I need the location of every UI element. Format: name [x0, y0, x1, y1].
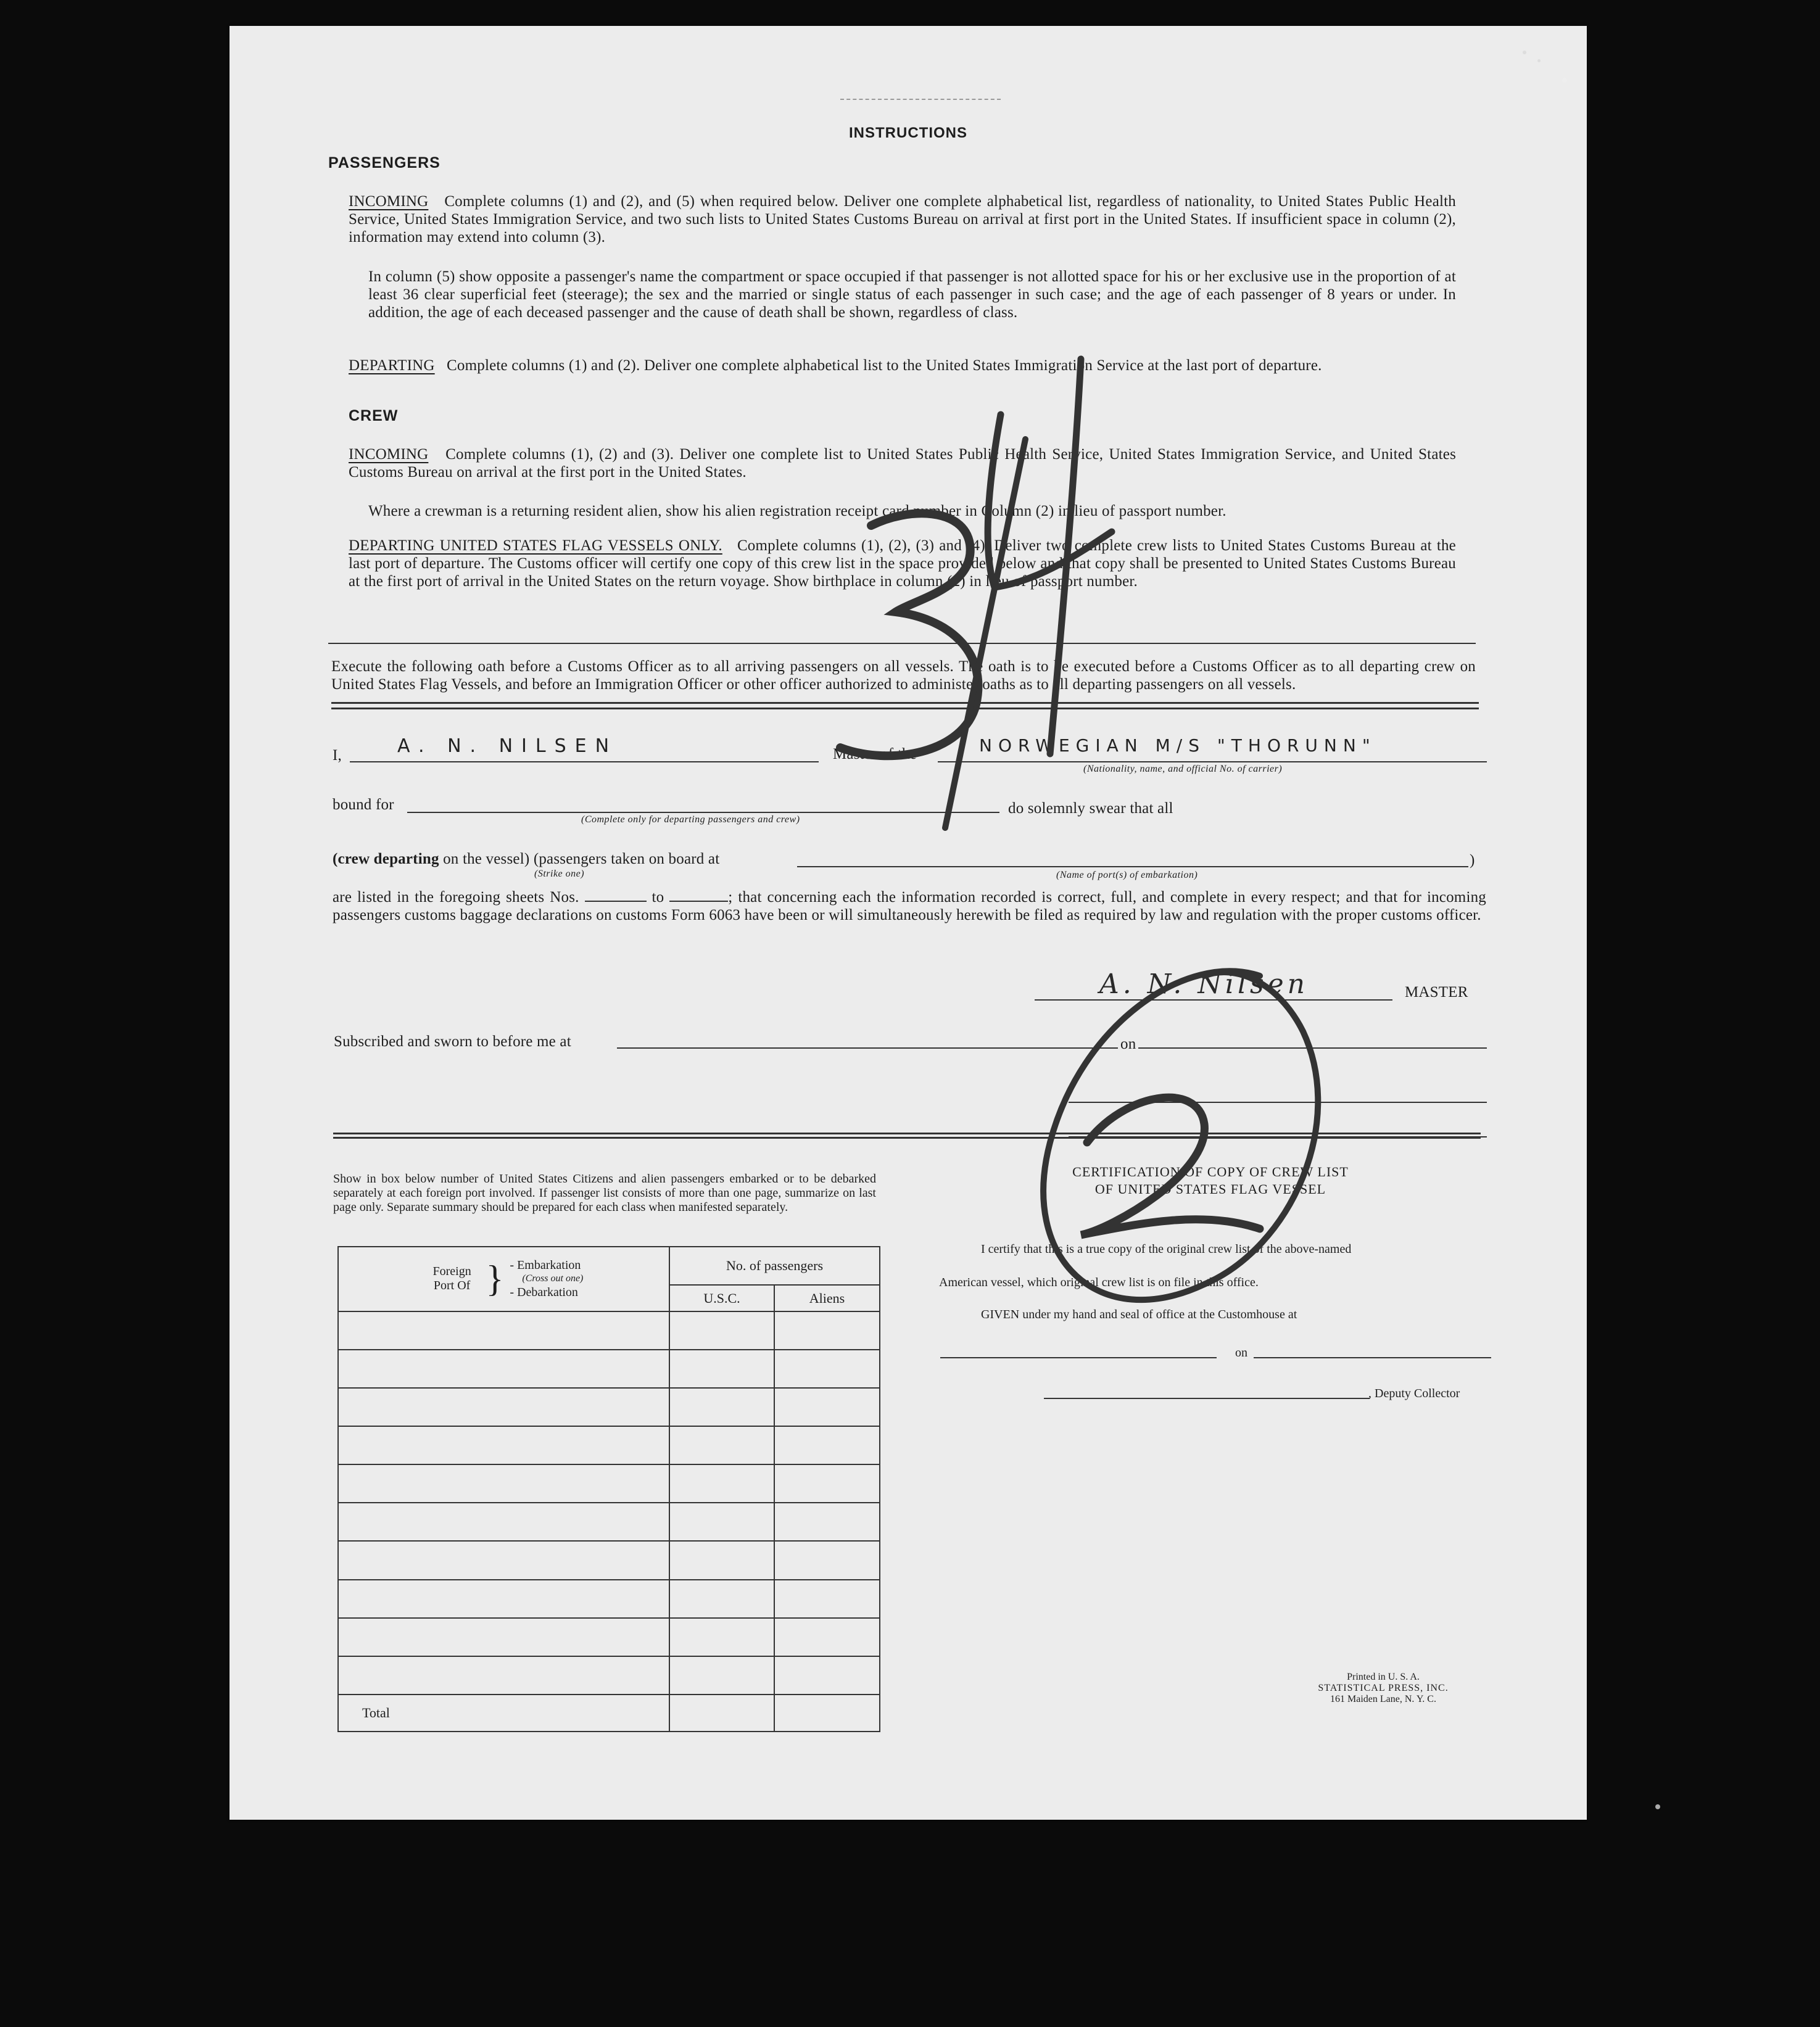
crew-departing-label: DEPARTING UNITED STATES FLAG VESSELS ONLY. — [349, 537, 722, 554]
deputy-collector-label: , Deputy Collector — [1368, 1387, 1460, 1400]
crew-departing-label: (crew departing — [333, 851, 439, 867]
debarkation-label: - Debarkation — [510, 1286, 578, 1300]
ports-line — [797, 866, 1468, 867]
form-page — [230, 26, 1587, 1820]
certification-on-label: on — [1235, 1346, 1247, 1360]
printer-line-2: STATISTICAL PRESS, INC. — [1318, 1683, 1449, 1693]
bound-for-caption: (Complete only for departing passengers and crew) — [581, 814, 800, 825]
bound-for-label: bound for — [333, 796, 394, 813]
on-vessel-label: on the vessel) — [443, 851, 530, 867]
passengers-departing-text: Complete columns (1) and (2). Deliver one complete alphabetical list to the United States Immigration Service at the last port of departure. — [447, 357, 1322, 374]
crew-departing-text: Complete columns (1), (2), (3) and (4). Deliver two complete crew lists to United States Customs Bureau at the last port of departure. The Customs officer will certify one copy of this crew list in the space provided below and that copy shall be presented to United States Customs Bureau at the first port of arrival in the United States on the return voyage. Show birthplace in column (2) in lieu of passport number. — [349, 537, 1456, 590]
table-row — [338, 1388, 880, 1426]
certify-line-2: American vessel, which original crew list is on file in this office. — [939, 1276, 1259, 1289]
certification-title-2: OF UNITED STATES FLAG VESSEL — [1094, 1181, 1326, 1197]
master-label: MASTER — [1405, 984, 1468, 1001]
summary-instructions: Show in box below number of United States Citizens and alien passengers embarked or to be debarked separately at each foreign port involved. If passenger list consists of more than one page, summarize on last page only. Separate summary should be prepared for each class when manifested separately. — [333, 1172, 876, 1214]
listed-to: to — [651, 889, 664, 906]
crew-incoming-text: Complete columns (1), (2) and (3). Deliver one complete list to United States Public Health Service, United States Immigration Service, and United States Customs Bureau on arrival at the first port in the United States. — [349, 446, 1456, 481]
usc-header: U.S.C. — [669, 1285, 774, 1311]
customhouse-line — [940, 1357, 1217, 1358]
deputy-line — [1044, 1398, 1370, 1399]
ports-caption: (Name of port(s) of embarkation) — [1056, 870, 1198, 880]
summary-table — [337, 1246, 880, 1732]
crew-resident-text: Where a crewman is a returning resident alien, show his alien registration receipt card number in Column (2) in lieu of passport number. — [368, 503, 1226, 519]
sheet-number-pencil-mark — [803, 322, 1149, 852]
passengers-incoming-label: INCOMING — [349, 193, 429, 210]
crew-incoming-label: INCOMING — [349, 446, 429, 463]
passengers-taken-label: (passengers taken on board at — [533, 851, 720, 867]
table-row — [338, 1426, 880, 1464]
subscribed-on-label: on — [1118, 1035, 1138, 1053]
master-name-handwritten: A. N. NILSEN — [397, 735, 618, 757]
table-row — [338, 1656, 880, 1695]
oath-intro-text: Execute the following oath before a Customs Officer as to all arriving passengers on all vessels. The oath is to be executed before a Customs Officer as to all departing crew on United States Flag Vessels, and before an Immigration Officer or other officer authorized to administer oaths as to all departing passengers on all vessels. — [331, 658, 1476, 693]
certify-line-1: I certify that this is a true copy of the original crew list of the above-named — [981, 1242, 1352, 1256]
total-label: Total — [338, 1695, 669, 1732]
table-row — [338, 1503, 880, 1541]
swear-label: do solemnly swear that all — [1008, 800, 1173, 817]
embarkation-line-text — [333, 850, 719, 868]
listed-paragraph — [333, 888, 1486, 924]
passengers-heading: PASSENGERS — [328, 154, 441, 171]
given-label: GIVEN under my hand and seal of office at the Customhouse at — [981, 1308, 1297, 1321]
master-signature: A. N. Nilsen — [1099, 968, 1309, 1000]
foreign-port-label: Foreign Port Of — [432, 1265, 471, 1293]
scan-speck — [1655, 1804, 1660, 1809]
ports-close-paren: ) — [1470, 852, 1475, 869]
vessel-caption: (Nationality, name, and official No. of carrier) — [1083, 764, 1283, 774]
port-header-cell: Foreign Port Of } - Embarkation (Cross out one) - Debarkation — [338, 1247, 669, 1311]
printer-imprint — [1291, 1672, 1476, 1705]
table-row — [338, 1618, 880, 1656]
table-row — [338, 1580, 880, 1618]
no-passengers-header: No. of passengers — [669, 1247, 880, 1285]
subscribed-label: Subscribed and sworn to before me at — [334, 1033, 571, 1050]
printer-line-3: 161 Maiden Lane, N. Y. C. — [1330, 1694, 1436, 1704]
master-of-label: Master of the — [833, 746, 917, 762]
passengers-incoming-paragraph — [349, 192, 1456, 246]
table-row — [338, 1311, 880, 1350]
listed-text-end: ; that concerning each the information recorded is correct, full, and complete in every respect; and that for incoming passengers customs baggage declarations on customs Form 6063 have been or will simultaneously herewith be filed as required by law and regulation with the proper customs officer. — [333, 889, 1486, 923]
aliens-header: Aliens — [774, 1285, 880, 1311]
sheet-number-text: 3/4 — [803, 322, 805, 323]
scan-speck — [1537, 59, 1541, 62]
table-row — [338, 1541, 880, 1579]
certification-title-1: CERTIFICATION OF COPY OF CREW LIST — [1072, 1164, 1349, 1179]
scan-speck — [1562, 78, 1567, 83]
table-row — [338, 1464, 880, 1503]
passengers-departing-label: DEPARTING — [349, 357, 435, 374]
crew-heading: CREW — [349, 407, 399, 424]
printer-line-1: Printed in U. S. A. — [1347, 1672, 1420, 1682]
strike-caption: (Strike one) — [534, 869, 585, 879]
embarkation-label: - Embarkation — [510, 1258, 581, 1273]
passengers-incoming-text: Complete columns (1) and (2), and (5) when required below. Deliver one complete alphabetical list, regardless of nationality, to United States Public Health Service, United States Immigration Service, and two such lists to United States Customs Bureau on arrival at first port in the United States. If insufficient space in column (2), information may extend into column (3). — [349, 193, 1456, 246]
scan-speck — [1523, 51, 1526, 54]
certification-date-line — [1254, 1357, 1491, 1358]
table-row — [338, 1350, 880, 1388]
total-row — [338, 1695, 880, 1732]
faint-top-rule — [840, 99, 1001, 100]
cross-out-label: (Cross out one) — [522, 1273, 584, 1284]
passengers-column5-text: In column (5) show opposite a passenger's name the compartment or space occupied if that passenger is not allotted space for his or her exclusive use in the proportion of at least 36 clear superficial feet (steerage); the sex and the married or single status of each passenger in such case; and the age of each passenger of 8 years or under. In addition, the age of each deceased passenger and the cause of death shall be shown, regardless of class. — [368, 268, 1456, 321]
master-name-line — [350, 761, 819, 762]
oath-i-label: I, — [333, 747, 342, 764]
vessel-handwritten: NORWEGIAN M/S "THORUNN" — [979, 735, 1376, 756]
page-title: INSTRUCTIONS — [849, 125, 967, 141]
circled-number-pencil-mark — [1001, 939, 1346, 1334]
listed-text-start: are listed in the foregoing sheets Nos. — [333, 889, 579, 906]
